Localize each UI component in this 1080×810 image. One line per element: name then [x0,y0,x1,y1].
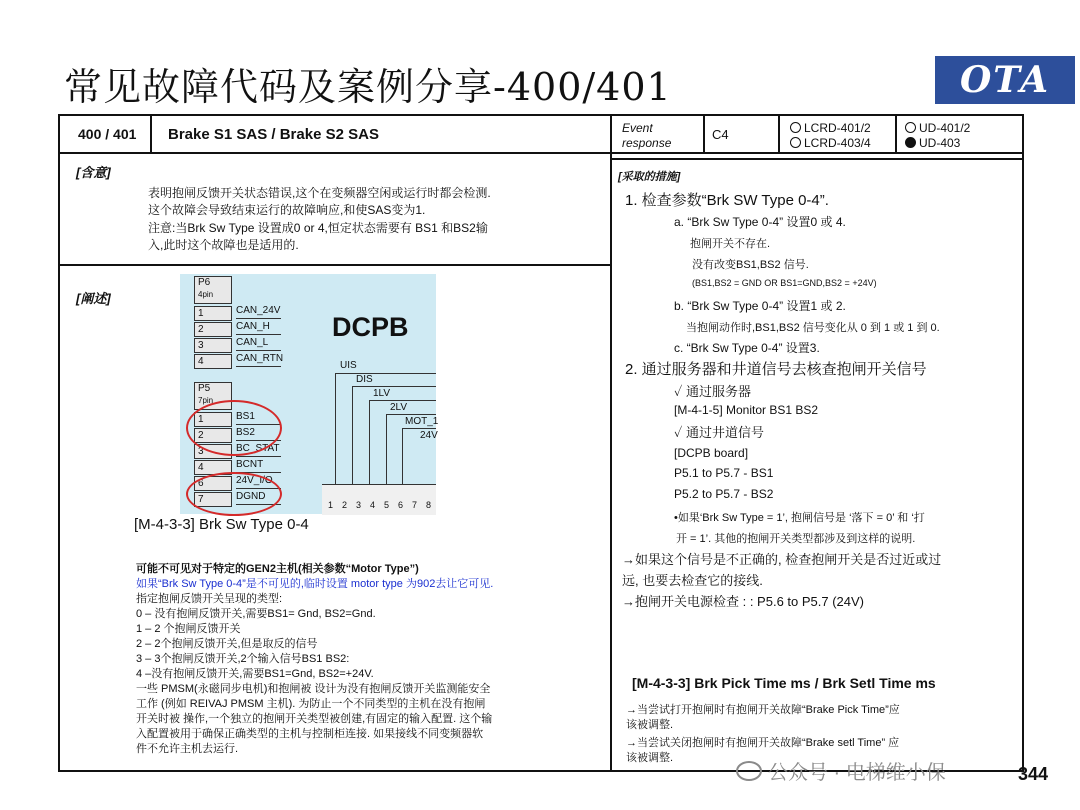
radio-filled-icon [905,137,916,148]
pin-label: CAN_RTN [236,352,281,367]
page-title: 常见故障代码及案例分享-400/401 [64,65,672,109]
meaning-line: 表明抱闸反馈开关状态错误,这个在变频器空闲或运行时都会检测. [148,186,491,200]
bottom-pin: 6 [398,500,404,510]
pick-line: 该被调整. [626,752,674,764]
fault-name: Brake S1 SAS / Brake S2 SAS [168,126,379,143]
pin-number: 7 [194,492,232,507]
pin-label: CAN_L [236,336,281,351]
note-line: 工作 (例如 REIVAJ PMSM 主机). 为防止一个不同类型的主机在没有抱闸 [136,698,486,710]
option-lcrd-403-4: LCRD-403/4 [790,136,871,150]
signal-label: UIS [340,360,357,371]
note-line: 一些 PMSM(永磁同步电机)和抱闸被 设计为没有抱闸反馈开关监测能安全 [136,683,491,695]
pin-number: 3 [194,444,232,459]
bottom-pin: 1 [328,500,334,510]
dcpb-diagram [180,274,439,514]
note-line: 指定抱闸反馈开关呈现的类型: [136,593,283,605]
option-ud-403: UD-403 [905,136,960,150]
bottom-pin: 7 [412,500,418,510]
pick-line: →当尝试打开抱闸时有抱闸开关故障“Brake Pick Time”应 [626,704,900,716]
note-line: 3 – 3个抱闸反馈开关,2个输入信号BS1 BS2: [136,653,350,665]
response-label: response [622,136,672,150]
highlight-bs1-bs2 [186,400,282,456]
measure-arrow: 远, 也要去检查它的接线. [622,573,763,588]
wechat-icon [736,761,762,781]
bottom-pin: 8 [426,500,432,510]
measures-heading: [采取的措施] [618,171,681,183]
pin-number: 6 [194,476,232,491]
fault-code: 400 / 401 [78,126,137,142]
signal-label: 24V [420,430,438,441]
measure-arrow: →如果这个信号是不正确的, 检查抱闸开关是否过近或过 [622,552,942,567]
pick-line: 该被调整. [626,719,674,731]
measure-item: 1. 检查参数“Brk SW Type 0-4”. [625,192,829,209]
dcpb-title: DCPB [332,312,409,342]
pin-label: CAN_24V [236,304,281,319]
measure-text: 开 = 1’. 其他的抱闸开关类型都涉及到这样的说明. [676,533,916,545]
pin-number: 4 [194,354,232,369]
measure-text: (BS1,BS2 = GND OR BS1=GND,BS2 = +24V) [692,278,877,288]
bottom-connector [322,484,436,515]
pin-label: 24V_I/O [236,474,281,489]
meaning-line: 注意:当Brk Sw Type 设置成0 or 4,恒定状态需要有 BS1 和BS2输 [148,221,488,235]
measure-text: [DCPB board] [674,446,749,460]
measure-text: 抱闸开关不存在. [690,238,771,250]
meaning-line: 入,此时这个故障也是适用的. [148,238,299,252]
watermark: 公众号 · 电梯维小保 [736,756,946,785]
note-line: 0 – 没有抱闸反馈开关,需要BS1= Gnd, BS2=Gnd. [136,608,376,620]
pin-number: 2 [194,428,232,443]
measure-check: ✓ 通过井道信号 [674,425,764,440]
signal-label: DIS [356,374,373,385]
note-line: 入配置被用于确保正确类型的主机与控制柜连接. 如果接线不同变频器软 [136,728,484,740]
note-line: 2 – 2个抱闸反馈开关,但是取反的信号 [136,638,318,650]
measure-text: P5.2 to P5.7 - BS2 [674,487,774,501]
bottom-pin: 2 [342,500,348,510]
option-ud-401-2: UD-401/2 [905,121,970,135]
meaning-line: 这个故障会导致结束运行的故障响应,和使SAS变为1. [148,203,426,217]
page-number: 344 [1018,764,1049,784]
p6-header: P6 4pin [194,276,232,304]
explain-heading: [阐述] [76,291,111,306]
pin-number: 1 [194,412,232,427]
measure-arrow: →抱闸开关电源检查 : : P5.6 to P5.7 (24V) [622,594,865,609]
pin-label: CAN_H [236,320,281,335]
bottom-pin: 3 [356,500,362,510]
note-line: 4 –没有抱闸反馈开关,需要BS1=Gnd, BS2=+24V. [136,668,374,680]
measure-text: [M-4-1-5] Monitor BS1 BS2 [674,403,819,417]
event-label: Event [622,121,653,135]
note-line: 1 – 2 个抱闸反馈开关 [136,623,241,635]
event-response-value: C4 [712,127,729,142]
pin-number: 2 [194,322,232,337]
fault-code-table [58,114,1024,772]
pin-label: BCNT [236,458,281,473]
measure-check: ✓ 通过服务器 [674,384,751,399]
radio-empty-icon [790,137,801,148]
measure-sub: a. “Brk Sw Type 0-4” 设置0 或 4. [674,215,846,229]
note-line: 开关时被 操作,一个独立的抱闸开关类型被创建,有固定的输入配置. 这个输 [136,713,493,725]
param-label: [M-4-3-3] Brk Sw Type 0-4 [134,516,309,533]
measure-sub: c. “Brk Sw Type 0-4” 设置3. [674,341,820,355]
measure-sub: b. “Brk Sw Type 0-4” 设置1 或 2. [674,299,846,313]
pin-label: DGND [236,490,281,505]
ota-logo: OTA [935,56,1075,104]
signal-label: MOT_1 [405,416,439,427]
signal-label: 1LV [373,388,391,399]
note-blue: 如果“Brk Sw Type 0-4”是不可见的,临时设置 motor type 为902去让它可见. [136,578,494,590]
meaning-heading: [含意] [76,165,111,180]
signal-label: 2LV [390,402,408,413]
pin-label: BS2 [236,426,281,441]
pick-line: →当尝试关闭抱闸时有抱闸开关故障“Brake setl Time” 应 [626,737,900,749]
radio-empty-icon [905,122,916,133]
pin-number: 3 [194,338,232,353]
highlight-power-pins [186,472,282,516]
pin-number: 1 [194,306,232,321]
measure-text: 没有改变BS1,BS2 信号. [692,259,809,271]
measure-text: •如果‘Brk Sw Type = 1’, 抱闸信号是 ‘落下 = 0’ 和 ‘打 [674,512,925,524]
pin-label: BS1 [236,410,281,425]
measure-item: 2. 通过服务器和井道信号去核查抱闸开关信号 [625,361,927,378]
pin-label: BC_STAT [236,442,281,457]
p5-header: P5 7pin [194,382,232,410]
measure-text: 当抱闸动作时,BS1,BS2 信号变化从 0 到 1 或 1 到 0. [686,322,940,334]
note-line: 件不允许主机去运行. [136,743,239,755]
bottom-pin: 5 [384,500,390,510]
option-lcrd-401-2: LCRD-401/2 [790,121,871,135]
measure-text: P5.1 to P5.7 - BS1 [674,466,774,480]
bottom-pin: 4 [370,500,376,510]
pick-title: [M-4-3-3] Brk Pick Time ms / Brk Setl Time ms [632,675,936,691]
radio-empty-icon [790,122,801,133]
pin-number: 4 [194,460,232,475]
note-title: 可能不可见对于特定的GEN2主机(相关参数“Motor Type”) [136,563,419,575]
